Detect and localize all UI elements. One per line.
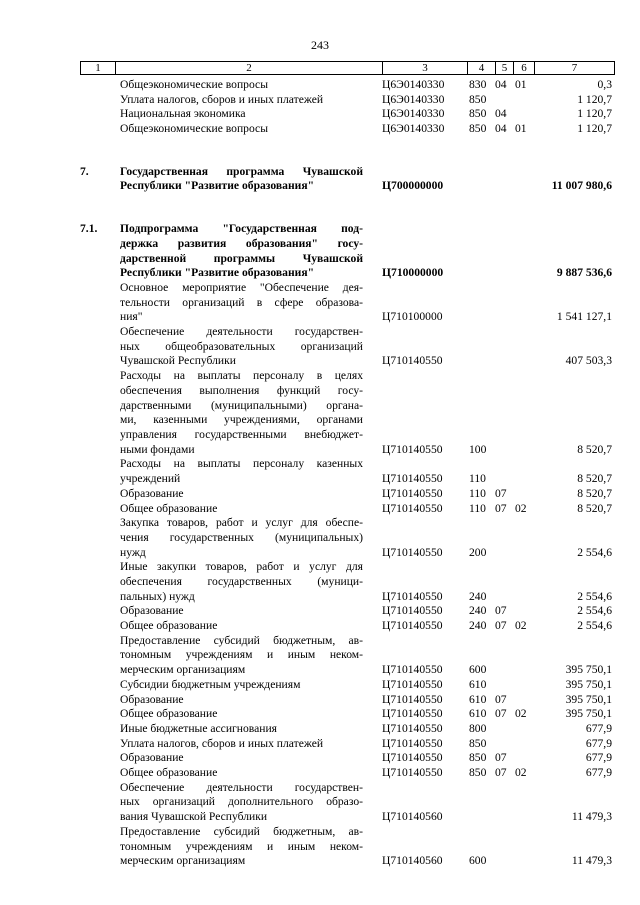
row-name-line: Общее образование [120, 501, 218, 515]
row-name-line: Уплата налогов, сборов и иных платежей [120, 736, 324, 750]
row-col-4: 240 [469, 604, 487, 618]
row-amount: 677,9 [585, 722, 612, 735]
row-number: 7. [80, 164, 89, 178]
row-name-line: чения государственных (муниципальных) [120, 530, 363, 544]
row-name-line: Образование [120, 604, 184, 618]
row-name-line: обеспечения государственных (муници- [120, 574, 363, 588]
row-name [120, 93, 363, 108]
row-amount: 11 007 980,6 [551, 179, 612, 193]
row-name [120, 502, 363, 517]
table-row [0, 737, 640, 752]
header-col-7: 7 [534, 62, 614, 74]
row-amount: 2 554,6 [577, 589, 612, 603]
row-code: Ц710140550 [382, 501, 443, 515]
row-col-5: 04 [495, 107, 507, 121]
row-code: Ц710140550 [382, 692, 443, 706]
row-col-4: 240 [469, 619, 487, 633]
row-name-line: Иные бюджетные ассигнования [120, 722, 277, 735]
row-name [120, 122, 363, 137]
row-amount: 1 120,7 [577, 107, 612, 121]
table-row [0, 93, 640, 108]
table-row [0, 722, 640, 737]
row-col-6: 02 [515, 766, 527, 780]
row-col-4: 610 [469, 692, 487, 706]
row-col-5: 07 [495, 486, 507, 500]
row-name-line: Общее образование [120, 619, 218, 633]
row-code: Ц710140550 [382, 736, 443, 750]
row-col-4: 850 [469, 122, 487, 136]
row-name [120, 369, 363, 457]
table-row [0, 560, 640, 604]
row-name-line: Республики "Развитие образования" [120, 179, 315, 193]
table-row [0, 766, 640, 781]
row-code: Ц6Э0140330 [382, 122, 445, 136]
row-col-5: 07 [495, 619, 507, 633]
row-code: Ц710140550 [382, 442, 443, 456]
row-amount: 8 520,7 [577, 442, 612, 456]
table-row [0, 751, 640, 766]
row-amount: 2 554,6 [577, 545, 612, 559]
table-row [0, 487, 640, 502]
table-row [0, 457, 640, 486]
table-row [0, 281, 640, 325]
row-name-line: ными фондами [120, 442, 195, 456]
row-col-6: 02 [515, 619, 527, 633]
table-row [0, 502, 640, 517]
header-col-2: 2 [115, 62, 382, 74]
row-name-line: Образование [120, 486, 184, 500]
row-name [120, 722, 363, 737]
row-name-line: Общеэкономические вопросы [120, 78, 268, 91]
row-name-line: Предоставление субсидий бюджетным, ав- [120, 633, 363, 647]
row-name-line: Иные закупки товаров, работ и услуг для [120, 560, 363, 574]
row-col-5: 07 [495, 751, 507, 765]
row-name-line: Расходы на выплаты персоналу казенных [120, 457, 363, 471]
row-name-line: Основное мероприятие "Обеспечение дея- [120, 281, 363, 294]
row-amount: 8 520,7 [577, 472, 612, 486]
row-amount: 677,9 [585, 766, 612, 780]
row-amount: 677,9 [585, 736, 612, 750]
row-amount: 395 750,1 [565, 707, 612, 721]
row-col-4: 830 [469, 78, 487, 91]
row-col-4: 110 [469, 472, 486, 486]
table-row [0, 781, 640, 825]
row-name [120, 781, 363, 825]
row-col-5: 04 [495, 122, 507, 136]
table-row [0, 78, 640, 93]
header-col-6: 6 [513, 62, 534, 74]
row-name [120, 107, 363, 122]
row-name-line: Расходы на выплаты персоналу в целях [120, 369, 363, 383]
row-name-line: ных общеобразовательных организаций [120, 339, 363, 353]
row-name-line: Субсидии бюджетным учреждениям [120, 677, 301, 691]
row-col-6: 01 [515, 122, 527, 136]
table-row [0, 693, 640, 708]
row-name [120, 222, 363, 281]
row-code: Ц710140560 [382, 810, 443, 824]
row-code: Ц710140550 [382, 619, 443, 633]
row-amount: 677,9 [585, 751, 612, 765]
row-code: Ц710140550 [382, 722, 443, 735]
row-name [120, 825, 363, 869]
row-name [120, 737, 363, 752]
row-amount: 11 479,3 [571, 854, 612, 868]
row-col-5: 07 [495, 501, 507, 515]
row-amount: 395 750,1 [565, 692, 612, 706]
row-name [120, 325, 363, 369]
row-name [120, 487, 363, 502]
row-col-4: 610 [469, 707, 487, 721]
row-name-line: ми, казенными учреждениями, органами [120, 413, 363, 427]
row-name-line: дарственной программы Чувашской [120, 251, 363, 265]
row-code: Ц710140550 [382, 751, 443, 765]
table-row [0, 516, 640, 560]
row-col-5: 07 [495, 707, 507, 721]
row-col-4: 100 [469, 442, 487, 456]
row-code: Ц710140550 [382, 472, 443, 486]
row-amount: 1 541 127,1 [556, 310, 612, 324]
row-name-line: управления государственными внебюджет- [120, 427, 363, 441]
row-name-line: нужд [120, 545, 146, 559]
row-name-line: Общеэкономические вопросы [120, 122, 268, 136]
row-name [120, 78, 363, 93]
row-code: Ц710140550 [382, 677, 443, 691]
row-code: Ц710140550 [382, 707, 443, 721]
row-amount: 8 520,7 [577, 486, 612, 500]
row-name-line: пальных) нужд [120, 589, 195, 603]
row-code: Ц700000000 [382, 179, 444, 193]
row-code: Ц710140550 [382, 486, 443, 500]
header-col-1: 1 [95, 62, 101, 74]
row-amount: 0,3 [597, 78, 612, 91]
row-name-line: Чувашской Республики [120, 354, 236, 368]
header-col-3: 3 [382, 62, 467, 74]
row-name-line: обеспечения выполнения функций госу- [120, 383, 363, 397]
row-name [120, 281, 363, 325]
row-name-line: Предоставление субсидий бюджетным, ав- [120, 824, 363, 838]
table-row [0, 369, 640, 457]
row-name-line: учреждений [120, 472, 181, 486]
row-name-line: Уплата налогов, сборов и иных платежей [120, 92, 324, 106]
row-name-line: Обеспечение деятельности государствен- [120, 780, 363, 794]
row-name [120, 516, 363, 560]
row-col-6: 01 [515, 78, 527, 91]
row-amount: 407 503,3 [565, 354, 612, 368]
table-row [0, 825, 640, 869]
row-name [120, 634, 363, 678]
row-code: Ц710000000 [382, 266, 444, 280]
row-name-line: тономным учреждениям и иным неком- [120, 648, 363, 662]
row-col-5: 04 [495, 78, 507, 91]
row-col-6: 02 [515, 707, 527, 721]
page-number: 243 [311, 38, 329, 52]
row-name-line: Республики "Развитие образования" [120, 266, 315, 280]
row-code: Ц710140550 [382, 766, 443, 780]
table-header [80, 61, 615, 75]
row-col-4: 600 [469, 854, 487, 868]
row-name-line: Подпрограмма "Государственная под- [120, 222, 363, 236]
row-col-5: 07 [495, 692, 507, 706]
row-number: 7.1. [80, 222, 98, 236]
row-col-4: 850 [469, 766, 487, 780]
row-name-line: тономным учреждениям и иным неком- [120, 839, 363, 853]
row-code: Ц710140550 [382, 604, 443, 618]
row-amount: 2 554,6 [577, 619, 612, 633]
row-name [120, 560, 363, 604]
table-row [0, 325, 640, 369]
row-name-line: Общее образование [120, 766, 218, 780]
row-amount: 11 479,3 [571, 810, 612, 824]
table-row [0, 707, 640, 722]
row-col-4: 600 [469, 663, 487, 677]
row-col-4: 850 [469, 751, 487, 765]
row-name [120, 457, 363, 486]
row-name-line: Образование [120, 692, 184, 706]
row-name-line: тельности организаций в сфере образова- [120, 295, 363, 309]
table-row [0, 222, 640, 281]
row-code: Ц710140550 [382, 589, 443, 603]
row-col-4: 110 [469, 501, 486, 515]
row-col-4: 800 [469, 722, 487, 735]
row-name [120, 165, 363, 194]
row-col-4: 850 [469, 92, 487, 106]
row-name-line: мерческим организациям [120, 663, 246, 677]
row-col-5: 07 [495, 766, 507, 780]
row-code: Ц6Э0140330 [382, 92, 445, 106]
header-col-4: 4 [467, 62, 495, 74]
table-row [0, 678, 640, 693]
row-amount: 395 750,1 [565, 677, 612, 691]
row-name-line: вания Чувашской Республики [120, 810, 268, 824]
row-amount: 2 554,6 [577, 604, 612, 618]
row-code: Ц6Э0140330 [382, 78, 445, 91]
row-col-4: 240 [469, 589, 487, 603]
row-name-line: ния" [120, 310, 143, 324]
row-code: Ц710140560 [382, 854, 443, 868]
row-amount: 9 887 536,6 [556, 266, 612, 280]
table-row [0, 122, 640, 137]
row-amount: 395 750,1 [565, 663, 612, 677]
table-row [0, 604, 640, 619]
table-row [0, 619, 640, 634]
row-name [120, 678, 363, 693]
row-amount: 1 120,7 [577, 122, 612, 136]
row-name [120, 751, 363, 766]
row-col-4: 610 [469, 677, 487, 691]
table-row [0, 634, 640, 678]
header-col-5: 5 [495, 62, 513, 74]
row-name-line: Национальная экономика [120, 107, 246, 121]
row-col-4: 850 [469, 736, 487, 750]
row-name [120, 707, 363, 722]
row-name-line: Закупка товаров, работ и услуг для обеспе- [120, 516, 363, 530]
row-name-line: держка развития образования" госу- [120, 236, 363, 250]
row-name-line: ных организаций дополнительного образо- [120, 795, 363, 809]
row-col-5: 07 [495, 604, 507, 618]
row-name-line: Государственная программа Чувашской [120, 164, 363, 178]
row-col-6: 02 [515, 501, 527, 515]
row-col-4: 110 [469, 486, 486, 500]
row-name-line: Обеспечение деятельности государствен- [120, 325, 363, 339]
row-name [120, 619, 363, 634]
row-code: Ц710140550 [382, 663, 443, 677]
row-name [120, 604, 363, 619]
row-name-line: дарственными (муниципальными) органа- [120, 398, 363, 412]
row-name-line: Общее образование [120, 707, 218, 721]
table-row [0, 165, 640, 194]
row-code: Ц6Э0140330 [382, 107, 445, 121]
row-name-line: мерческим организациям [120, 854, 246, 868]
row-col-4: 850 [469, 107, 487, 121]
row-amount: 1 120,7 [577, 92, 612, 106]
row-code: Ц710140550 [382, 354, 443, 368]
row-code: Ц710140550 [382, 545, 443, 559]
row-name-line: Образование [120, 751, 184, 765]
row-name [120, 766, 363, 781]
row-amount: 8 520,7 [577, 501, 612, 515]
row-name [120, 693, 363, 708]
row-col-4: 200 [469, 545, 487, 559]
table-row [0, 107, 640, 122]
row-code: Ц710100000 [382, 310, 443, 324]
